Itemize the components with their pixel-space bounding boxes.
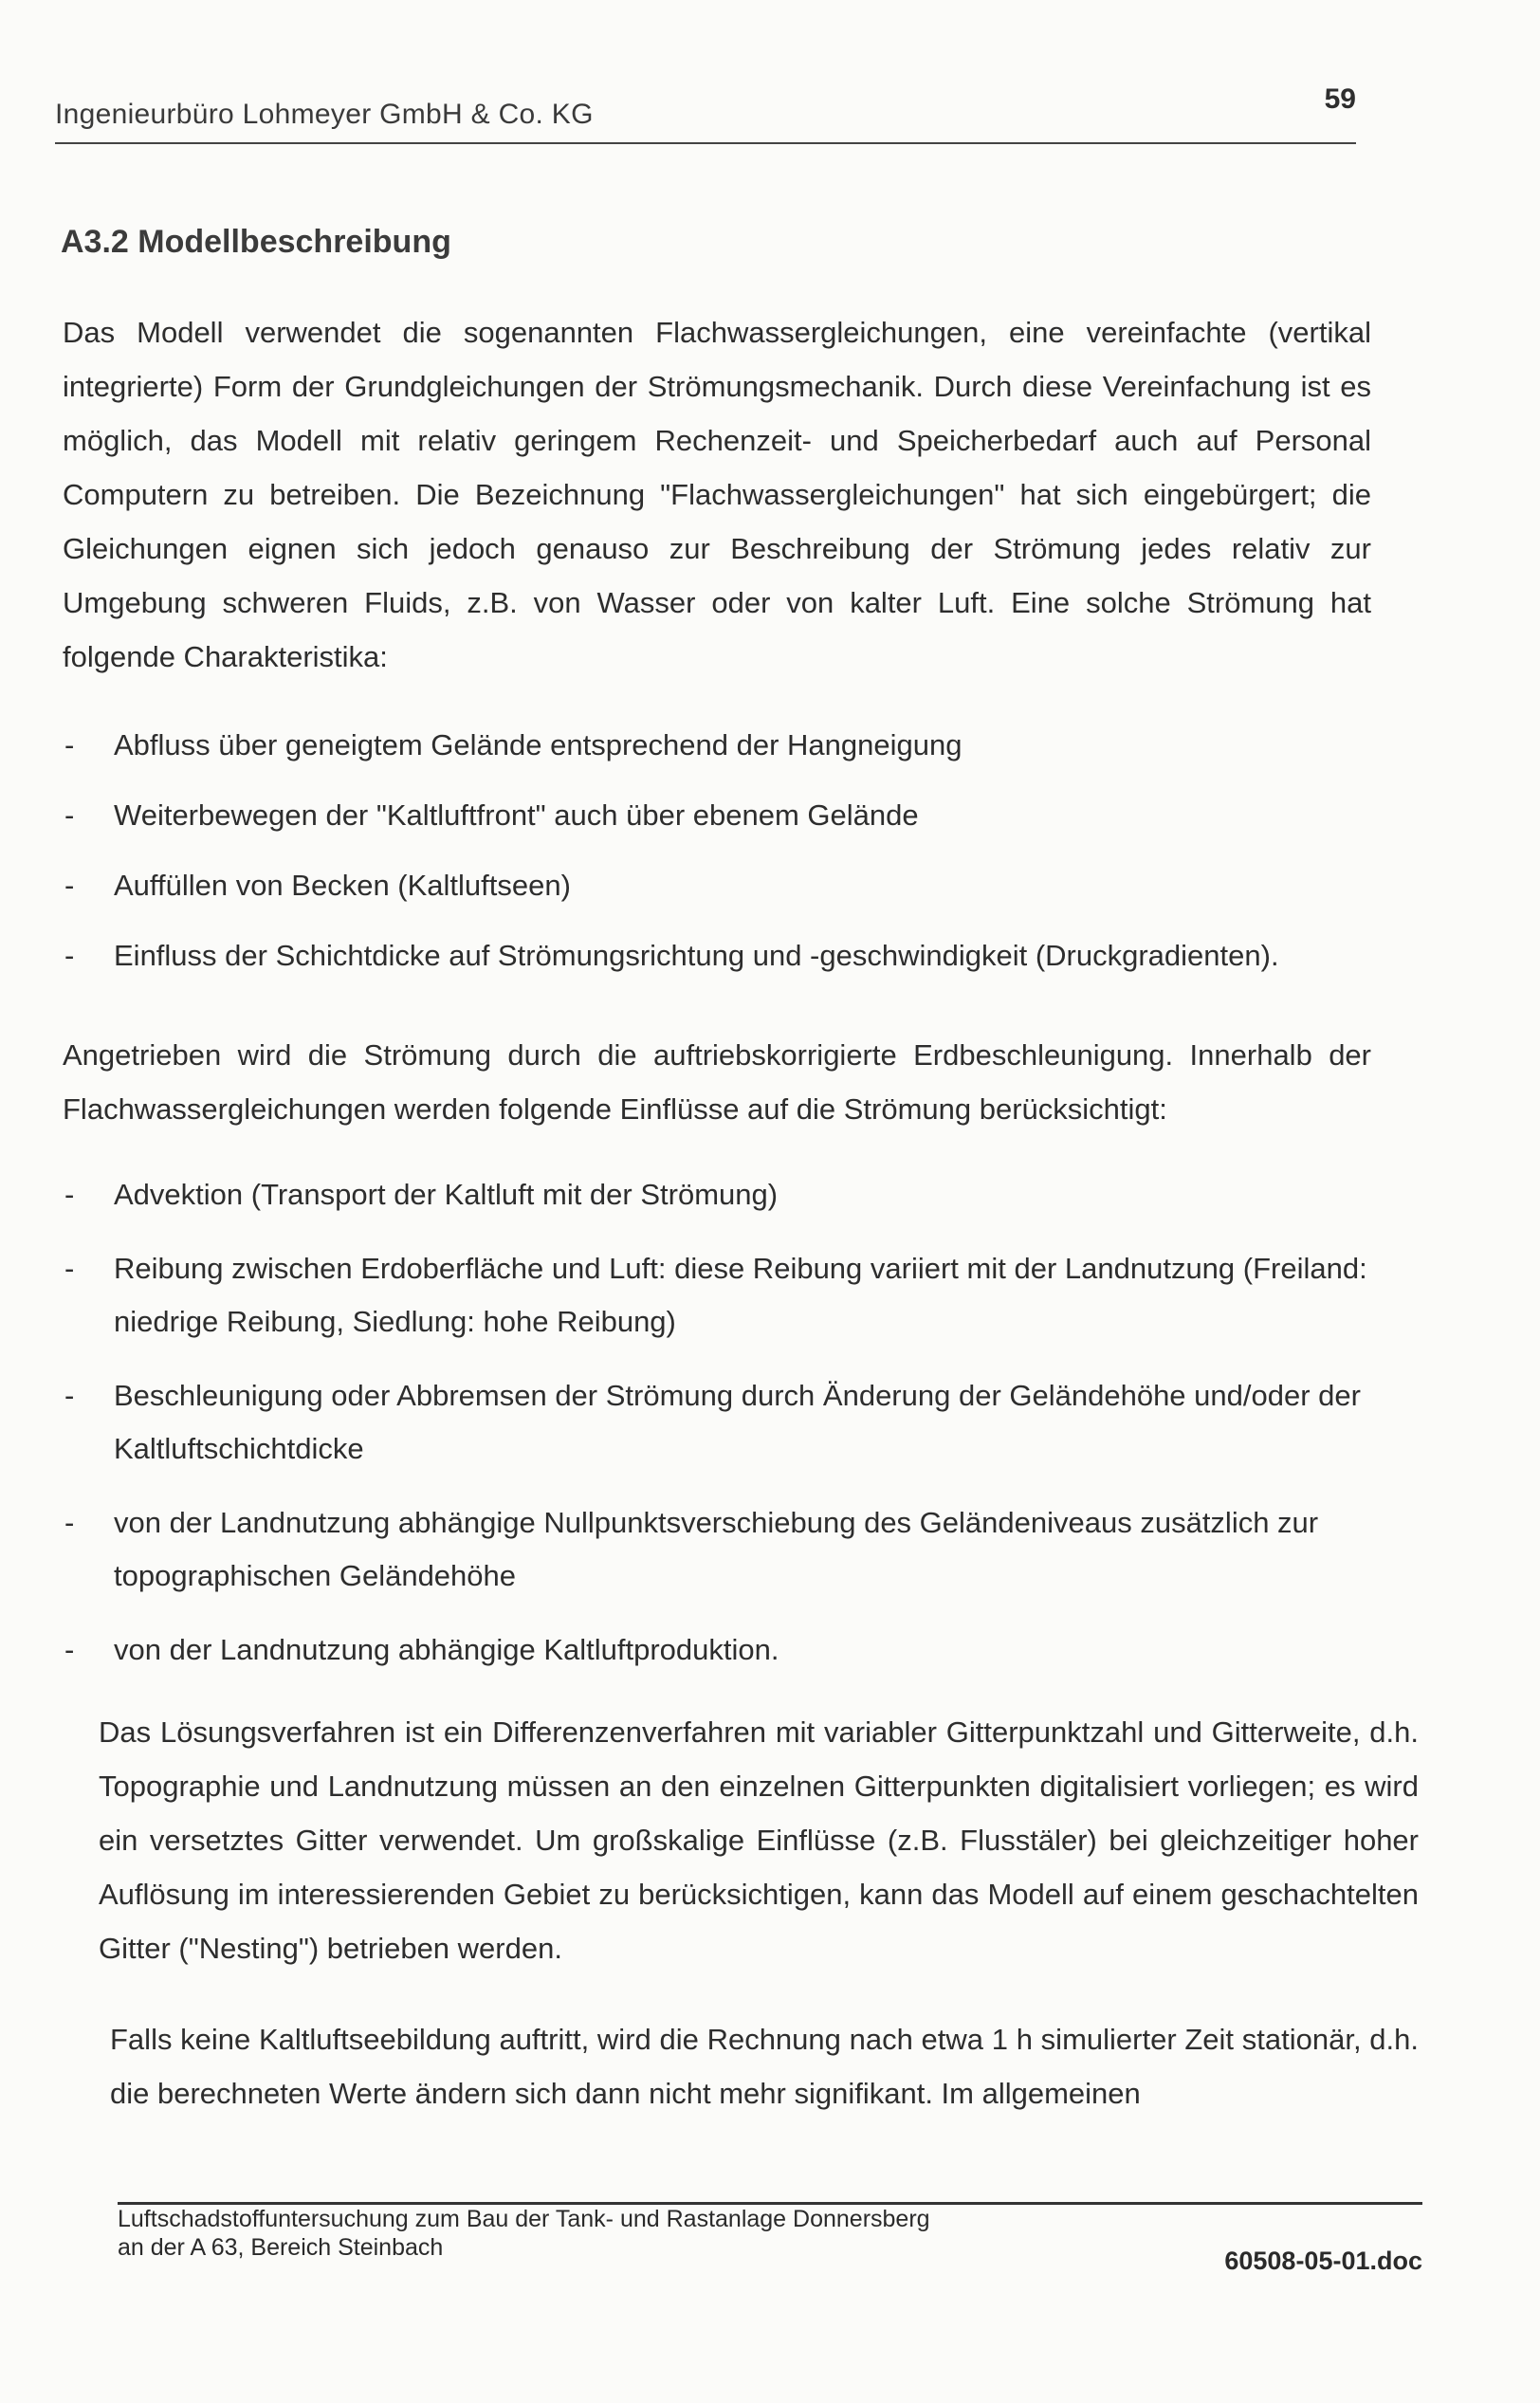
list-item <box>64 1496 1402 1603</box>
page-footer <box>118 2202 1422 2275</box>
list-item-text: Abfluss über geneigtem Gelände entsprechend der Hangneigung <box>114 728 962 761</box>
list-item <box>64 719 1402 772</box>
list-item <box>64 929 1402 982</box>
paragraph-stationary: Falls keine Kaltluftseebildung auftritt, wird die Rechnung nach etwa 1 h simulierter Zeit stationär, d.h. die berechneten Werte ändern sich dann nicht mehr signifikant. Im allgemeinen <box>110 2023 1419 2110</box>
list-item-text: Beschleunigung oder Abbremsen der Strömung durch Änderung der Geländehöhe und/oder der Kaltluftschichtdicke <box>114 1379 1361 1465</box>
bullet-dash: - <box>64 1178 75 1211</box>
company-name: Ingenieurbüro Lohmeyer GmbH & Co. KG <box>55 99 594 130</box>
influences-list <box>64 1168 1402 1697</box>
paragraph-solver: Das Lösungsverfahren ist ein Differenzenverfahren mit variabler Gitterpunktzahl und Gitterweite, d.h. Topographie und Landnutzung müssen an den einzelnen Gitterpunkten digitalisiert vorliegen; es wird ein versetztes Gitter verwendet. Um großskalige Einflüsse (z.B. Flusstäler) bei gleichzeitiger hoher Auflösung im interessierenden Gebiet zu berücksichtigen, kann das Modell auf einem geschachtelten Gitter ("Nesting") betrieben werden. <box>99 1715 1419 1965</box>
paragraph-intro: Das Modell verwendet die sogenannten Flachwassergleichungen, eine vereinfachte (vertikal integrierte) Form der Grundgleichungen der Strömungsmechanik. Durch diese Vereinfachung ist es möglich, das Modell mit relativ geringem Rechenzeit- und Speicherbedarf auch auf Personal Computern zu betreiben. Die Bezeichnung "Flachwassergleichungen" hat sich eingebürgert; die Gleichungen eignen sich jedoch genauso zur Beschreibung der Strömung jedes relativ zur Umgebung schweren Fluids, z.B. von Wasser oder von kalter Luft. Eine solche Strömung hat folgende Charakteristika: <box>63 316 1371 673</box>
footer-project-title: Luftschadstoffuntersuchung zum Bau der Tank- und Rastanlage Donnersberg <box>118 2206 930 2232</box>
bullet-dash: - <box>64 869 75 902</box>
bullet-dash: - <box>64 1633 75 1666</box>
page-header <box>55 83 1356 144</box>
bullet-dash: - <box>64 1379 75 1412</box>
footer-project-location: an der A 63, Bereich Steinbach <box>118 2234 444 2261</box>
footer-document-id: 60508-05-01.doc <box>1224 2247 1422 2275</box>
list-item-text: Advektion (Transport der Kaltluft mit der Strömung) <box>114 1178 779 1211</box>
bullet-dash: - <box>64 1252 75 1285</box>
list-item <box>64 1242 1402 1348</box>
list-item <box>64 1168 1402 1221</box>
list-item <box>64 789 1402 842</box>
bullet-dash: - <box>64 1506 75 1539</box>
section-title: A3.2 Modellbeschreibung <box>61 224 451 260</box>
characteristics-list <box>64 719 1402 1000</box>
paragraph-drive: Angetrieben wird die Strömung durch die auftriebskorrigierte Erdbeschleunigung. Innerhalb der Flachwassergleichungen werden folgende Einflüsse auf die Strömung berücksichtigt: <box>63 1038 1371 1126</box>
list-item <box>64 1623 1402 1677</box>
bullet-dash: - <box>64 939 75 972</box>
page-number: 59 <box>1324 83 1356 115</box>
bullet-dash: - <box>64 798 75 832</box>
list-item-text: Auffüllen von Becken (Kaltluftseen) <box>114 869 571 902</box>
list-item-text: Weiterbewegen der "Kaltluftfront" auch über ebenem Gelände <box>114 798 919 832</box>
list-item-text: Reibung zwischen Erdoberfläche und Luft: diese Reibung variiert mit der Landnutzung (Freiland: niedrige Reibung, Siedlung: hohe Reibung) <box>114 1252 1367 1338</box>
list-item-text: Einfluss der Schichtdicke auf Strömungsrichtung und -geschwindigkeit (Druckgradienten). <box>114 939 1279 972</box>
list-item <box>64 1369 1402 1476</box>
list-item <box>64 859 1402 912</box>
list-item-text: von der Landnutzung abhängige Kaltluftproduktion. <box>114 1633 779 1666</box>
list-item-text: von der Landnutzung abhängige Nullpunktsverschiebung des Geländeniveaus zusätzlich zur topographischen Geländehöhe <box>114 1506 1319 1592</box>
bullet-dash: - <box>64 728 75 761</box>
